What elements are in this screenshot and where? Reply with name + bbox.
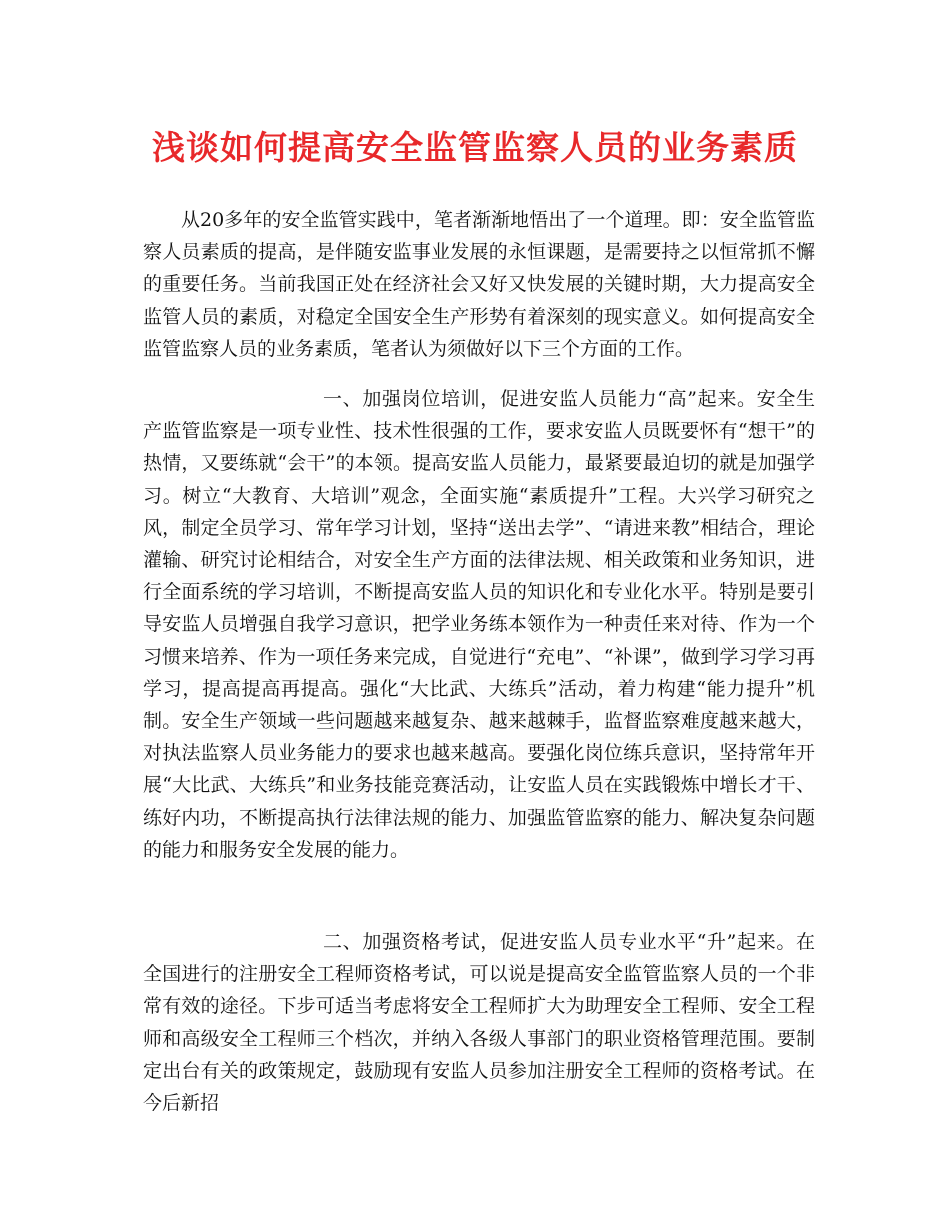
paragraph-section-one: 一、加强岗位培训，促进安监人员能力“高”起来。安全生产监管监察是一项专业性、技术性很强的工作，要求安监人员既要怀有“想干”的热情，又要练就“会干”的本领。提高安监人员能力，最紧要最迫切的就是加强学习。树立“大教育、大培训”观念，全面实施“素质提升”工程。大兴学习研究之风，制定全员学习、常年学习计划，坚持“送出去学”、“请进来教”相结合，理论灌输、研究讨论相结合，对安全生产方面的法律法规、相关政策和业务知识，进行全面系统的学习培训，不断提高安监人员的知识化和专业化水平。特别是要引导安监人员增强自我学习意识，把学业务练本领作为一种责任来对待、作为一个习惯来培养、作为一项任务来完成，自觉进行“充电”、“补课”，做到学习学习再学习，提高提高再提高。强化“大比武、大练兵”活动，着力构建“能力提升”机制。安全生产领域一些问题越来越复杂、越来越棘手，监督监察难度越来越大，对执法监察人员业务能力的要求也越来越高。要强化岗位练兵意识，坚持常年开展“大比武、大练兵”和业务技能竞赛活动，让安监人员在实践锻炼中增长才干、练好内功，不断提高执行法律法规的能力、加强监管监察的能力、解决复杂问题的能力和服务安全发展的能力。 bbox=[143, 388, 815, 861]
paragraph-section-two: 二、加强资格考试，促进安监人员专业水平“升”起来。在全国进行的注册安全工程师资格考试，可以说是提高安全监管监察人员的一个非常有效的途径。下步可适当考虑将安全工程师扩大为助理安全工程师、安全工程师和高级安全工程师三个档次，并纳入各级人事部门的职业资格管理范围。要制定出台有关的政策规定，鼓励现有安监人员参加注册安全工程师的资格考试。在今后新招 bbox=[143, 931, 815, 1115]
document-title: 浅谈如何提高安全监管监察人员的业务素质 bbox=[152, 128, 798, 167]
paragraph-intro: 从20多年的安全监管实践中，笔者渐渐地悟出了一个道理。即：安全监管监察人员素质的提高，是伴随安监事业发展的永恒课题，是需要持之以恒常抓不懈的重要任务。当前我国正处在经济社会又好又快发展的关键时期，大力提高安全监管人员的素质，对稳定全国安全生产形势有着深刻的现实意义。如何提高安全监管监察人员的业务素质，笔者认为须做好以下三个方面的工作。 bbox=[143, 209, 815, 360]
